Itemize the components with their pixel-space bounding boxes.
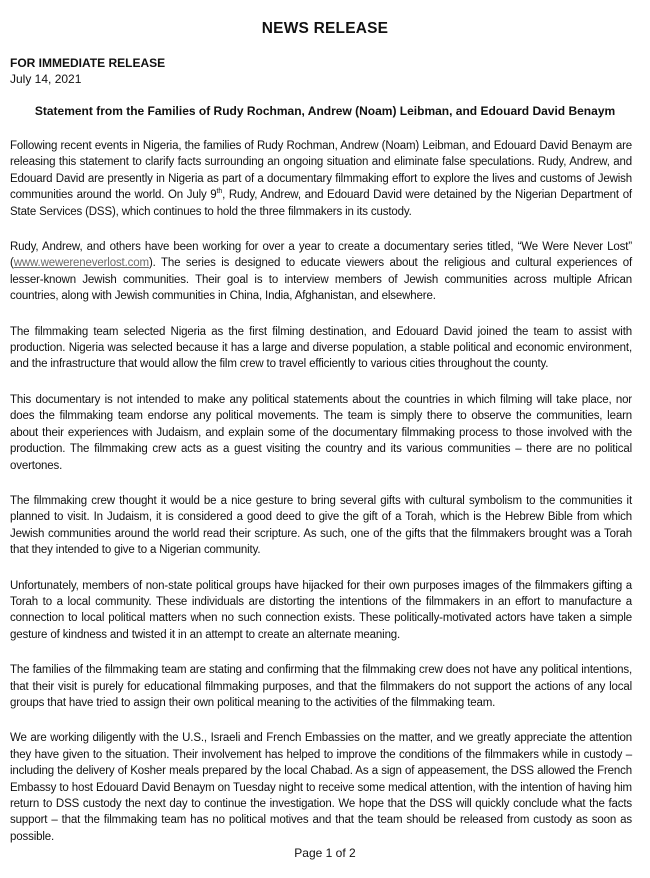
release-date: July 14, 2021 xyxy=(10,72,82,86)
paragraph-5: The filmmaking crew thought it would be a nice gesture to bring several gifts with cultural symbolism to the communities it planned to visit. In Judaism, it is considered a good deed to give the gift of a Torah, which is the Hebrew Bible from which Jewish communities around the world read their scripture. As such, one of the gifts that the filmmakers brought was a Torah that they intended to give to a Nigerian community. xyxy=(10,494,632,557)
paragraph-6: Unfortunately, members of non-state political groups have hijacked for their own purposes images of the filmmakers gifting a Torah to a local community. These individuals are distorting the intentions of the filmmakers in an effort to manufacture a connection to local political matters when no such connection exists. These politically-motivated actors have taken a simple gesture of kindness and twisted it in an attempt to create an alternate meaning. xyxy=(10,579,632,641)
paragraph-2 xyxy=(10,239,632,305)
page-number: Page 1 of 2 xyxy=(294,846,356,860)
paragraph-1-text-b: , Rudy, Andrew, and Edouard David were detained by the Nigerian Department of State Services (DSS), which continues to hold the three filmmakers in its custody. xyxy=(10,189,632,218)
paragraph-8: We are working diligently with the U.S., Israeli and French Embassies on the matter, and we greatly appreciate the attention they have given to the situation. Their involvement has helped to improve the conditions of the filmmakers while in custody – including the delivery of Kosher meals prepared by the local Chabad. As a sign of appeasement, the DSS allowed the French Embassy to host Edouard David Benaym on Tuesday night to receive some medical attention, with the intention of having him return to DSS custody the next day to continue the investigation. We hope that the DSS will quickly conclude what the facts support – that the filmmaking team has no political motives and that the team should be released from custody as soon as possible. xyxy=(10,732,632,843)
paragraph-1 xyxy=(10,138,632,220)
paragraph-2-text-b: ). The series is designed to educate viewers about the religious and cultural experiences of lesser-known Jewish communities. Their goal is to interview members of Jewish communities across multiple African countries, along with Jewish communities in China, India, Afghanistan, and elsewhere. xyxy=(10,257,632,303)
website-link[interactable]: www.wewereneverlost.com xyxy=(13,257,149,270)
ordinal-suffix: th xyxy=(216,188,223,196)
release-label: FOR IMMEDIATE RELEASE xyxy=(10,56,166,70)
paragraph-3: The filmmaking team selected Nigeria as the first filming destination, and Edouard David joined the team to assist with production. Nigeria was selected because it has a large and diverse population, a stable political and economic environment, and the infrastructure that would allow the film crew to travel efficiently to various cities throughout the county. xyxy=(10,325,632,371)
paragraph-4: This documentary is not intended to make any political statements about the countries in which filming will take place, nor does the filmmaking team endorse any political movements. The team is simply there to observe the communities, learn about their experiences with Judaism, and explain some of the documentary filmmaking process to those involved with the production. The filmmaking crew acts as a guest visiting the country and its various communities – there are no political overtones. xyxy=(10,393,632,472)
paragraph-2-text-a: Rudy, Andrew, and others have been working for over a year to create a documentary series titled, “We Were Never Lost” ( xyxy=(10,241,632,270)
statement-headline: Statement from the Families of Rudy Rochman, Andrew (Noam) Leibman, and Edouard David Benaym xyxy=(34,104,616,118)
document-title: NEWS RELEASE xyxy=(261,20,389,37)
paragraph-1-text-a: Following recent events in Nigeria, the families of Rudy Rochman, Andrew (Noam) Leibman, and Edouard David Benaym are releasing this statement to clarify facts surrounding an ongoing situation and eliminate false speculations. Rudy, Andrew, and Edouard David are presently in Nigeria as part of a documentary filmmaking effort to explore the lives and customs of Jewish communities around the world. On July 9 xyxy=(10,140,632,202)
paragraph-7: The families of the filmmaking team are stating and confirming that the filmmaking crew does not have any political intentions, that their visit is purely for educational filmmaking purposes, and that the filmmakers do not support the actions of any local groups that have tried to assign their own political meaning to the activities of the filmmaking team. xyxy=(10,664,632,709)
document-body xyxy=(10,138,632,864)
